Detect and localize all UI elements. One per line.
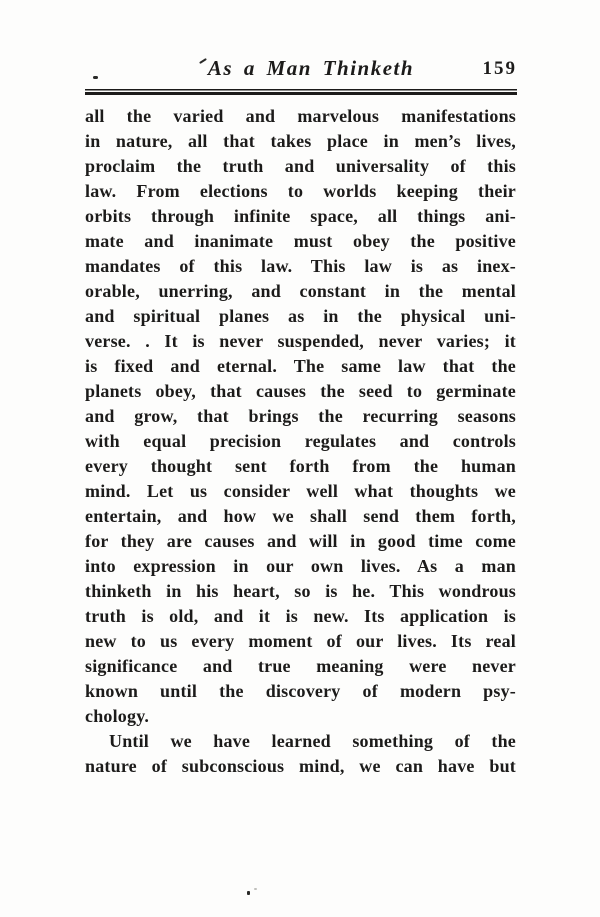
running-header [85,56,517,86]
body-text [85,104,516,779]
page-title: As a Man Thinketh [207,56,415,80]
text-line: new to us every moment of our lives. Its real [85,631,516,651]
text-line: every thought sent forth from the human [85,456,516,476]
text-line: significance and true meaning were never [85,656,516,676]
text-line: planets obey, that causes the seed to germinate [85,381,516,401]
text-line: mind. Let us consider well what thoughts we [85,481,516,501]
page-number: 159 [482,58,517,79]
text-line: in nature, all that takes place in men’s lives, [85,131,516,151]
text-line: nature of subconscious mind, we can have but [85,756,516,776]
text-line: truth is old, and it is new. Its application is [85,606,516,626]
scan-artifact-margin-dot [93,76,98,79]
text-line: mandates of this law. This law is as inex- [85,256,516,276]
text-line: chology. [85,706,150,726]
text-line: Until we have learned something of the [109,731,516,751]
text-line: for they are causes and will in good time come [85,531,516,551]
text-line: with equal precision regulates and controls [85,431,516,451]
text-line: known until the discovery of modern psy- [85,681,516,701]
text-line: into expression in our own lives. As a man [85,556,516,576]
text-line: verse. . It is never suspended, never varies; it [85,331,516,351]
text-line: mate and inanimate must obey the positive [85,231,516,251]
text-line: thinketh in his heart, so is he. This wondrous [85,581,516,601]
text-line: entertain, and how we shall send them forth, [85,506,516,526]
header-rule [85,89,517,95]
scan-artifact-bottom-dot [247,891,250,895]
text-line: and spiritual planes as in the physical uni- [85,306,516,326]
text-line: proclaim the truth and universality of this [85,156,516,176]
scan-artifact-bottom-speck [254,888,257,890]
text-line: orable, unerring, and constant in the mental [85,281,516,301]
text-line: and grow, that brings the recurring seasons [85,406,516,426]
text-line: orbits through infinite space, all things ani- [85,206,516,226]
text-line: law. From elections to worlds keeping their [85,181,516,201]
text-line: all the varied and marvelous manifestations [85,106,516,126]
text-line: is fixed and eternal. The same law that the [85,356,516,376]
